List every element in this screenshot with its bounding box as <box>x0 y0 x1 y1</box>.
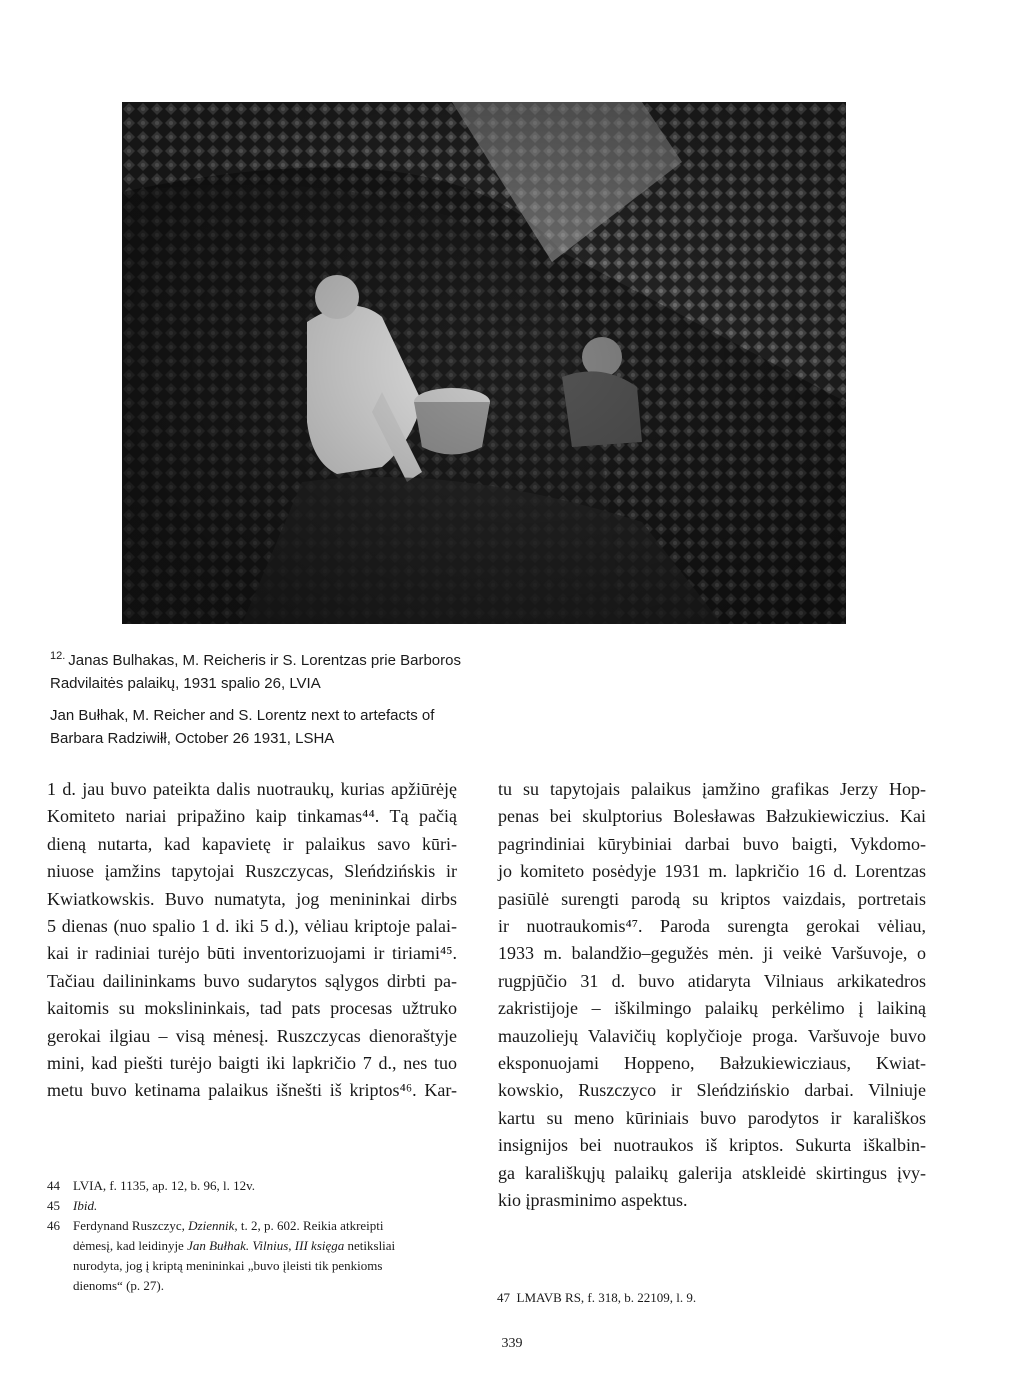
crypt-photograph <box>122 102 846 624</box>
footnote-46-line-3: nurodyta, jog į kriptą menininkai „buvo įleisti tik penkioms <box>73 1258 383 1273</box>
body-line: Komiteto nariai pripažino kaip tinkamas⁴⁴. Tą pačią <box>47 806 457 827</box>
body-line: 1933 m. balandžio–gegužės mėn. ji veikė Varšuvoje, o <box>498 943 926 964</box>
body-column-right <box>498 776 926 1215</box>
footnote-number: 45 <box>47 1198 60 1213</box>
body-line: ga karališkųjų palaikų galerija atskleidė skirtingus įvy- <box>498 1162 926 1183</box>
footnote-text: netiksliai <box>344 1238 396 1253</box>
body-line: metu buvo ketinama palaikus išnešti iš kriptos⁴⁶. Kar- <box>47 1080 457 1101</box>
footnote-book-title: Jan Bułhak. Vilnius, III księga <box>187 1238 345 1253</box>
body-line: kaitomis su mokslininkais, tad pats procesas užtruko <box>47 998 457 1019</box>
body-line: kai ir radiniai turėjo būti inventorizuojami ir tiriami⁴⁵. <box>47 943 457 964</box>
footnote-45 <box>47 1196 467 1216</box>
footnote-46-line-4: dienoms“ (p. 27). <box>73 1278 164 1293</box>
body-line: rugpjūčio 31 d. buvo atidaryta Vilniaus arkikatedros <box>498 970 926 991</box>
body-line: 1 d. jau buvo pateikta dalis nuotraukų, kurias apžiūrėję <box>47 779 457 799</box>
footnote-46 <box>47 1216 467 1236</box>
body-line: mauzoliejų Valavičių koplyčioje proga. Varšuvoje buvo <box>498 1025 926 1046</box>
footnote-text: LVIA, f. 1135, ap. 12, b. 96, l. 12v. <box>73 1178 255 1193</box>
footnote-47 <box>497 1288 877 1308</box>
body-line: dieną nutarta, kad kapavietę ir palaikus savo kūri- <box>47 833 457 854</box>
body-line: Tačiau dailininkams buvo sudarytos sąlygos dirbti pa- <box>47 970 457 991</box>
body-column-left <box>47 776 457 1105</box>
body-line: kartu su meno kūriniais buvo parodytos ir karališkos <box>498 1107 926 1128</box>
body-line: pagrindiniai kūrybiniai darbai buvo baigti, Vykdomo- <box>498 833 926 854</box>
body-line: Kwiatkowskis. Buvo numatyta, jog menininkai dirbs <box>47 888 457 909</box>
footnote-title: Dziennik <box>188 1218 235 1233</box>
body-line: 5 dienas (nuo spalio 1 d. iki 5 d.), vėliau kriptoje palai- <box>47 916 457 937</box>
footnote-text: LMAVB RS, f. 318, b. 22109, l. 9. <box>516 1290 697 1305</box>
body-line: mini, kad piešti turėjo baigti iki lapkričio 7 d., nes tuo <box>47 1053 457 1074</box>
footnote-text: Ibid. <box>73 1198 98 1213</box>
body-line: ir nuotraukomis⁴⁷. Paroda surengta gerokai vėliau, <box>498 916 926 937</box>
footnote-text: dėmesį, kad leidinyje <box>73 1238 188 1253</box>
footnote-author: Ferdynand Ruszczyc, <box>73 1218 189 1233</box>
caption-en-line-2: Barbara Radziwiłł, October 26 1931, LSHA <box>50 730 335 747</box>
body-line: insignijos bei nuotraukos iš kriptos. Sukurta iškalbin- <box>498 1135 926 1156</box>
body-line: niuose įamžins tapytojai Ruszczycas, Sleńdzińskis ir <box>47 861 457 882</box>
figure-number: 12. <box>50 650 66 662</box>
body-line: penas bei skulptorius Bolesławas Bałzukiewiczius. Kai <box>498 806 926 827</box>
body-line: pasiūlė surengti parodą su kriptos vaizdais, portretais <box>498 888 926 909</box>
body-line: zakristijoje – iškilmingo palaikų perkėlimo į laikiną <box>498 998 926 1019</box>
body-line: eksponuojami Hoppeno, Bałzukiewicziaus, Kwiat- <box>498 1053 926 1074</box>
page-number: 339 <box>501 1336 523 1351</box>
caption-lt-line-1: Janas Bulhakas, M. Reicheris ir S. Lorentzas prie Barboros <box>68 652 461 669</box>
photograph-image <box>122 102 846 624</box>
body-line: gerokai ilgiau – visą mėnesį. Ruszczycas dienoraštyje <box>47 1025 457 1046</box>
figure-caption-lt <box>50 645 490 695</box>
footnote-number: 46 <box>47 1218 60 1233</box>
caption-en-line-1: Jan Bułhak, M. Reicher and S. Lorentz next to artefacts of <box>50 707 435 724</box>
caption-lt-line-2: Radvilaitės palaikų, 1931 spalio 26, LVIA <box>50 675 321 692</box>
footnote-number: 47 <box>497 1290 510 1305</box>
body-line: kowskio, Ruszczyco ir Sleńdzińskio darbai. Vilniuje <box>498 1080 926 1101</box>
body-line: tu su tapytojais palaikus įamžino grafikas Jerzy Hop- <box>498 779 926 799</box>
footnote-number: 44 <box>47 1178 60 1193</box>
figure-caption-en <box>50 704 490 750</box>
footnote-44 <box>47 1176 467 1196</box>
footnotes-left <box>47 1176 467 1296</box>
footnote-text: , t. 2, p. 602. Reikia atkreipti <box>234 1218 384 1233</box>
footnote-46-line-2 <box>47 1236 467 1256</box>
body-line: jo komiteto posėdyje 1931 m. lapkričio 16 d. Lorentzas <box>498 861 926 882</box>
body-line: kio įprasminimo aspektus. <box>498 1190 688 1211</box>
